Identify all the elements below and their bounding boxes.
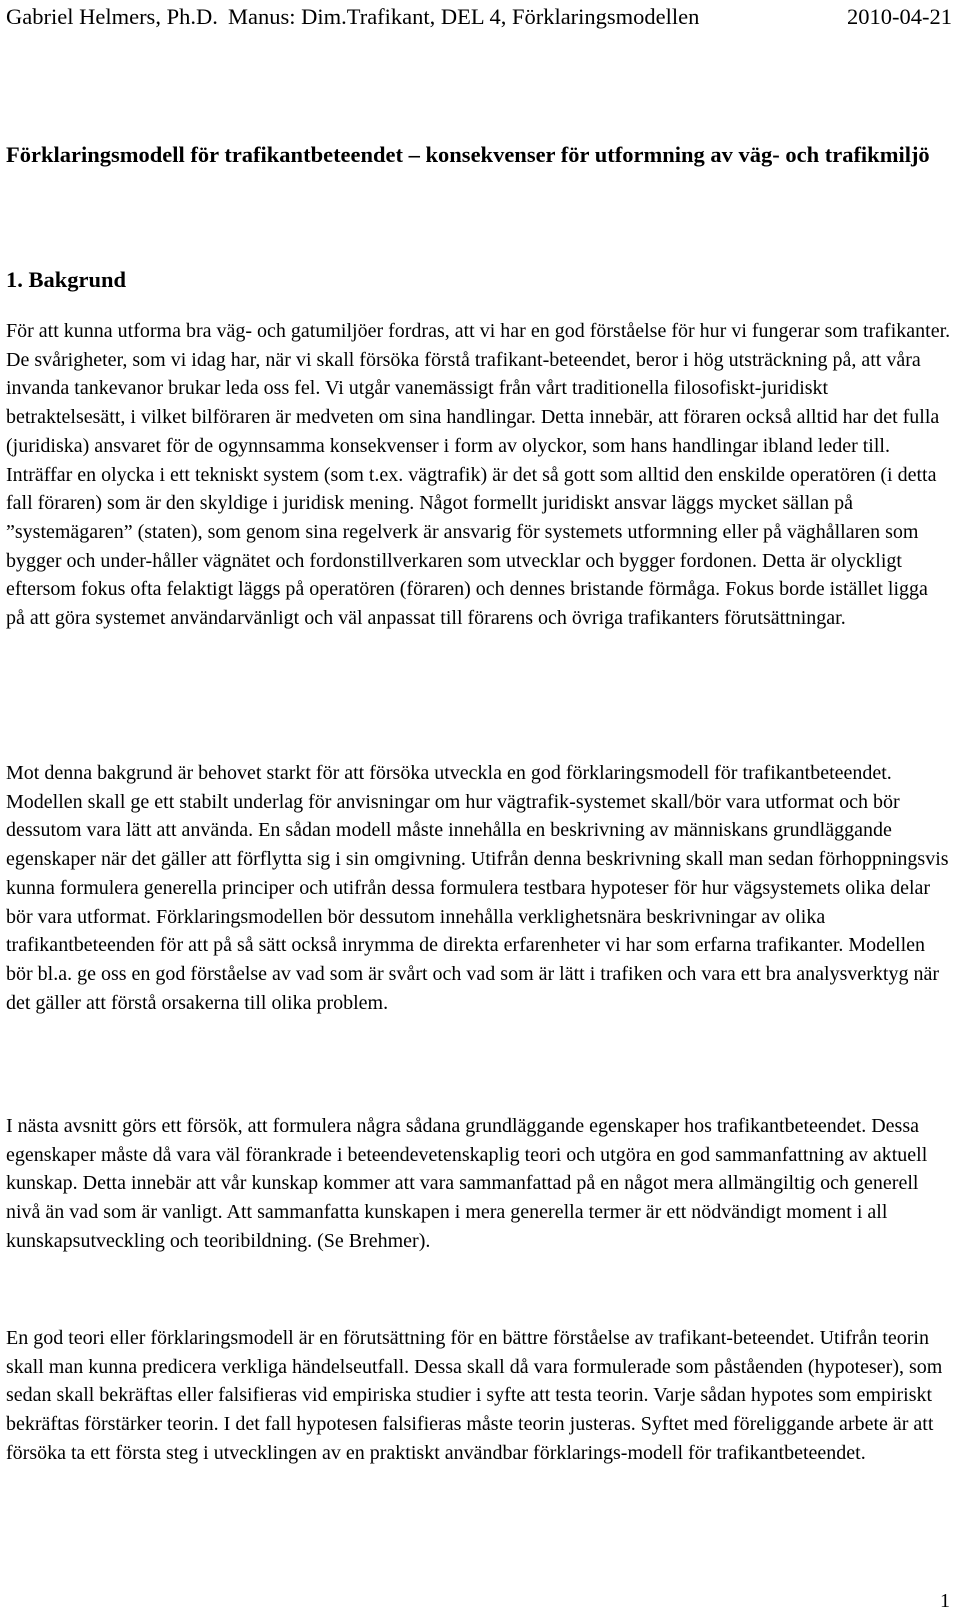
page-number: 1 xyxy=(940,1590,950,1612)
document-title: Förklaringsmodell för trafikantbeteendet – konsekvenser för utformning av väg- och trafikmiljö xyxy=(6,142,930,167)
header-manuscript: Manus: Dim.Trafikant, DEL 4, Förklaringsmodellen xyxy=(228,4,700,29)
section-heading: 1. Bakgrund xyxy=(6,267,127,292)
paragraph: Mot denna bakgrund är behovet starkt för att försöka utveckla en god förklaringsmodell för trafikantbeteendet. Modellen skall ge ett stabilt underlag för anvisningar om hur vägtrafik-systemet skall/bör vara utformat och bör dessutom vara lätt att använda. En sådan modell måste innehålla en beskrivning av människans grundläggande egenskaper när det gäller att förflytta sig i sin omgivning. Utifrån denna beskrivning skall man sedan förhoppningsvis kunna formulera generella principer och utifrån dessa formulera testbara hypoteser för hur vägsystemets olika delar bör vara utformat. Förklaringsmodellen bör dessutom innehålla verklighetsnära beskrivningar av olika trafikantbeteenden för att på så sätt också inrymma de direkta erfarenheter vi har som erfarna trafikanter. Modellen bör bl.a. ge oss en god förståelse av vad som är svårt och vad som är lätt i trafiken och vara ett bra analysverktyg när det gäller att förstå orsakerna till olika problem. xyxy=(6,762,949,1014)
paragraph: I nästa avsnitt görs ett försök, att formulera några sådana grundläggande egenskaper hos trafikantbeteendet. Dessa egenskaper måste då vara väl förankrade i beteendevetenskaplig teori och utgöra en god sammanfattning av aktuell kunskap. Detta innebär att vår kunskap kommer att vara sammanfattad på en något mera allmängiltig och generell nivå än vad som är vanligt. Att sammanfatta kunskapen i mera generella termer är ett nödvändigt moment i all kunskapsutveckling och teoribildning. (Se Brehmer). xyxy=(6,1115,928,1252)
paragraph: För att kunna utforma bra väg- och gatumiljöer fordras, att vi har en god förståelse för hur vi fungerar som trafikanter. De svårigheter, som vi idag har, när vi skall försöka förstå trafikant-beteendet, beror i hög utsträckning på, att våra invanda tankevanor brukar leda oss fel. Vi utgår vanemässigt från vårt traditionella filosofiskt-juridiskt betraktelsesätt, i vilket bilföraren är medveten om sina handlingar. Detta innebär, att föraren också alltid har det fulla (juridiska) ansvaret för de ogynnsamma konsekvenser i form av olyckor, som hans handlingar ibland leder till. Inträffar en olycka i ett tekniskt system (som t.ex. vägtrafik) är det så gott som alltid den enskilde operatören (i detta fall föraren) som är den skyldige i juridisk mening. Något formellt juridiskt ansvar läggs mycket sällan på ”systemägaren” (staten), som genom sina regelverk är ansvarig för systemets utformning eller på väghållaren som bygger och under-håller vägnätet och fordonstillverkaren som utvecklar och bygger fordonen. Detta är olyckligt eftersom fokus ofta felaktigt läggs på operatören (föraren) och dennes bristande förmåga. Fokus borde istället ligga på att göra systemet användarvänligt och väl anpassat till förarens och övriga trafikanters förutsättningar. xyxy=(6,320,951,630)
running-header xyxy=(6,2,952,32)
paragraph: En god teori eller förklaringsmodell är en förutsättning för en bättre förståelse av trafikant-beteendet. Utifrån teorin skall man kunna predicera verkliga händelseutfall. Dessa skall då vara formulerade som påståenden (hypoteser), som sedan skall bekräftas eller falsifieras vid empiriska studier i syfte att testa teorin. Varje sådan hypotes som empiriskt bekräftas förstärker teorin. I det fall hypotesen falsifieras måste teorin justeras. Syftet med föreliggande arbete är att försöka ta ett första steg i utvecklingen av en praktiskt användbar förklarings-modell för trafikantbeteendet. xyxy=(6,1327,943,1464)
header-author: Gabriel Helmers, Ph.D. xyxy=(6,4,218,29)
header-date: 2010-04-21 xyxy=(847,4,952,29)
